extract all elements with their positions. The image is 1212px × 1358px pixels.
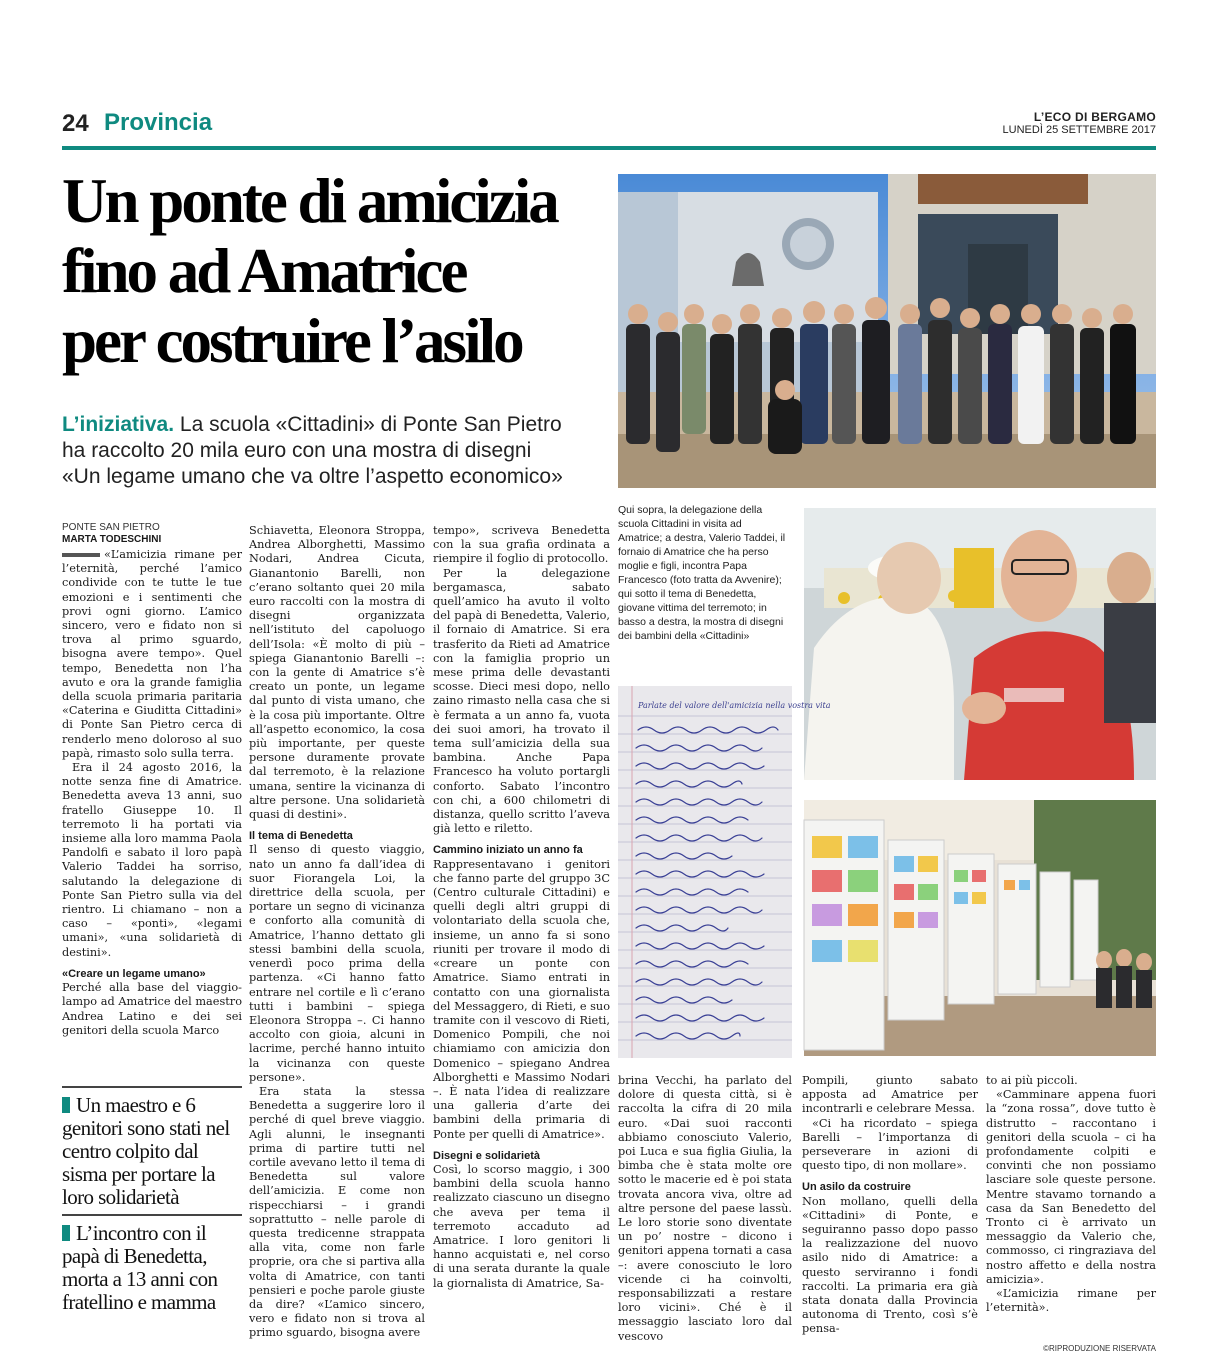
pullquote-rule [62, 1086, 242, 1088]
pullquote-text: L’incontro con il papà di Benedetta, morta a 13 anni con fratellino e mamma [62, 1221, 218, 1314]
paragraph: Così, lo scorso maggio, i 300 bambini della scuola hanno realizzato ciascuno un disegno che aveva per tema il terremoto accaduto ad Amatrice. I loro genitori li hanno acquistati e, nel corso di una serata durante la quale la giornalista di Amatrice, Sa- [433, 1162, 610, 1290]
paragraph: «L’amicizia rimane per l’eternità». [986, 1287, 1156, 1315]
newspaper-name: L’ECO DI BERGAMO [1033, 110, 1156, 124]
summary-line: La scuola «Cittadini» di Ponte San Pietro [179, 413, 562, 436]
pullquote [62, 1222, 242, 1314]
pullquote-rule [62, 1214, 242, 1216]
summary [62, 412, 610, 490]
byline-place: PONTE SAN PIETRO [62, 522, 160, 533]
paragraph: tempo», scriveva Benedetta con la sua grafia ordinata a riempire il foglio di protocollo. [433, 524, 610, 566]
headline-line: per costruire l’asilo [62, 306, 522, 376]
paragraph: Schiavetta, Eleonora Stroppa, Andrea Alborghetti, Massimo Nodari, Andrea Cicuta, Gianantonio Barelli, non c’erano soltanto quei 20 mila euro raccolti con la mostra di disegni organizzata nell’istituto del capoluogo dell’Isola: «È molto di più – spiega Gianantonio Barelli –: con la gente di Amatrice s’è creato un ponte, un legame dal punto di vista umano, che è la cosa più importante. Oltre all’aspetto economico, la cosa più importante, per queste persone duramente provate dal terremoto, è la relazione umana, sentire la vicinanza di altre persone. Una solidarietà quasi di destini». [249, 524, 425, 822]
paragraph: «L’amicizia rimane per l’eternità, perché l’amico condivide con te tutte le tue emozioni e i sentimenti che provi ogni giorno. L’amico sincero, vero e fidato non si trova al primo sguardo, bisogna avere tempo». Quel tempo, Benedetta non l’ha avuto e ora la grande famiglia della scuola primaria paritaria «Caterina e Giuditta Cittadini» di Ponte San Pietro cerca di renderlo meno doloroso al suo papà, rimasto solo sulla terra. [62, 548, 242, 760]
headline-line: fino ad Amatrice [62, 236, 466, 306]
paragraph: Era stata la stessa Benedetta a suggerire loro il perché di quel breve viaggio. Agli alunni, le insegnanti prima di partire tutti nel cortile avevano letto il tema di Benedetta sul valore dell’amicizia. E come non rispecchiarsi – i grandi soprattutto – nelle parole di questa tredicenne strappata alla vita, come non farle proprie, ora che si partiva alla volta di Amatrice, con tanti pensieri e poche parole giuste da dire? «L’amico sincero, vero e fidato non si trova al primo sguardo, bisogna avere [249, 1084, 425, 1340]
photo-delegation-image [618, 174, 1156, 488]
page-number: 24 [62, 110, 89, 137]
copyright-notice: ©RIPRODUZIONE RISERVATA [1043, 1344, 1156, 1353]
lead-marker [62, 553, 100, 557]
subheading: Un asilo da costruire [802, 1181, 911, 1194]
paragraph: to ai più piccoli. [986, 1074, 1078, 1087]
headline [62, 166, 610, 376]
paragraph: «Ci ha ricordato – spiega Barelli – l’importanza di perseverare in azioni di questo tipo, di non mollare». [802, 1116, 978, 1173]
photo-delegation [618, 174, 1156, 488]
subheading: «Creare un legame umano» [62, 967, 206, 980]
essay-title: Parlate del valore dell'amicizia nella vostra vita [638, 701, 831, 710]
paragraph: Il senso di questo viaggio, nato un anno fa dall’idea di suor Fiorangela Loi, la direttrice della scuola, per portare un segno di vicinanza e conforto alla comunità di Amatrice, l’hanno dettato gli stessi bambini della scuola, venerdì poco prima della partenza. «Ci hanno fatto entrare nel cortile e lì c’erano tutti i bambini – spiega Eleonora Stroppa –. Ci hanno accolto con gioia, alcuni in lacrime, perché hanno intuito la vicinanza con queste persone». [249, 843, 425, 1084]
subheading: Il tema di Benedetta [249, 830, 353, 843]
pullquote [62, 1094, 242, 1209]
byline-author: MARTA TODESCHINI [62, 534, 162, 545]
photo-drawings-exhibition [804, 800, 1156, 1056]
byline [62, 522, 161, 546]
subheading: Cammino iniziato un anno fa [433, 844, 583, 857]
header-rule [62, 146, 1156, 150]
essay-image [618, 686, 831, 1058]
pullquote-text: Un maestro e 6 genitori sono stati nel centro colpito dal sisma per portare la loro solidarietà [62, 1093, 230, 1209]
summary-line: «Un legame umano che va oltre l’aspetto economico» [62, 465, 563, 488]
paragraph: Per la delegazione bergamasca, sabato quell’amico ha avuto il volto del papà di Benedetta, Valerio, il fornaio di Amatrice. Si era trasferito da Rieti ad Amatrice con la famiglia proprio un mese prima delle devastanti scosse. Dieci mesi dopo, nello zaino rimasto nella casa che si è fermata a un anno fa, vuota dei suoi amori, ha trovato il tema sull’amicizia della sua bambina. Anche Papa Francesco ha voluto portargli conforto. Sabato l’incontro con chi, a 600 chilometri di distanza, quello scritto l’aveva già letto e riletto. [433, 566, 610, 836]
paragraph: Perché alla base del viaggio-lampo ad Amatrice del maestro Andrea Latino e dei sei genitori della scuola Marco [62, 981, 242, 1037]
pullquote-marker [62, 1097, 70, 1113]
article-column-1 [62, 548, 242, 1038]
paragraph: «Camminare appena fuori la “zona rossa”, dove tutto è distrutto – raccontano i genitori della scuola – ci ha profondamente colpiti e convinti che non possiamo lasciare sole queste persone. Mentre stavamo tornando a casa da San Benedetto del Tronto ci è arrivato un messaggio da Valerio che, commosso, ci ringraziava del nostro affetto e della nostra amicizia». [986, 1088, 1156, 1286]
photo-pope-meeting [804, 508, 1156, 780]
issue-date: LUNEDÌ 25 SETTEMBRE 2017 [1002, 124, 1156, 136]
pullquote-marker [62, 1225, 70, 1241]
photo-caption: Qui sopra, la delegazione della scuola Cittadini in visita ad Amatrice; a destra, Valerio Taddei, il fornaio di Amatrice che ha perso moglie e figli, incontra Papa Francesco (foto tratta da Avvenire); qui sotto il tema di Benedetta, giovane vittima del terremoto; in basso a destra, la mostra di disegni dei bambini della «Cittadini» [618, 504, 786, 642]
paragraph: Non mollano, quelli della «Cittadini» di Ponte, e seguiranno passo dopo passo la realizzazione del nuovo asilo nido di Amatrice: a questo serviranno i fondi raccolti. La primaria era già stata donata dalla Provincia autonoma di Trento, così s’è pensa- [802, 1194, 978, 1336]
paragraph: brina Vecchi, ha parlato del dolore di questa città, si è raccolta la cifra di 20 mila euro. «Dai suoi racconti abbiamo conosciuto Valerio, poi Luca e sua figlia Giulia, la bimba che è stata molte ore sotto le macerie ed è poi stata trovata ancora viva, oltre ad altre persone del paese lassù. Le loro storie sono diventate un po’ nostre – dicono i genitori appena tornati a casa –: avere conosciuto le loro vicende ci ha coinvolti, responsabilizzati a restare loro vicini». Ché è il messaggio lasciato loro dal vescovo [618, 1074, 792, 1343]
section-title: Provincia [104, 109, 213, 136]
headline-line: Un ponte di amicizia [62, 166, 557, 236]
article-column-6 [986, 1074, 1156, 1315]
article-column-4 [618, 1074, 792, 1344]
article-column-3 [433, 524, 610, 1291]
paragraph: Rappresentavano i genitori che fanno parte del gruppo 3C (Centro culturale Cittadini) e quelli degli altri gruppi di volontariato della scuola che, insieme, un anno fa si sono riuniti per trovare il modo di «creare un ponte con Amatrice. Siamo entrati in contatto con una giornalista del Messaggero, di Rieti, e suo tramite con il vescovo di Rieti, Domenico Pompili, che noi chiamiamo con amicizia don Domenico – spiegano Andrea Alborghetti e Massimo Nodari –. È nata l’idea di realizzare una galleria d’arte dei bambini della primaria di Ponte per quelli di Amatrice». [433, 857, 610, 1141]
summary-line: ha raccolto 20 mila euro con una mostra di disegni [62, 439, 532, 462]
photo-pope-image [804, 508, 1156, 780]
subheading: Disegni e solidarietà [433, 1149, 540, 1162]
paragraph: Era il 24 agosto 2016, la notte senza fine di Amatrice. Benedetta aveva 13 anni, suo fratello Giuseppe 10. Il terremoto li ha portati via insieme alla loro mamma Paola Pandolfi e sabato il loro papà Valerio Taddei ha sorriso, salutando la delegazione di Ponte San Pietro sulla via del rientro. Li chiamano – non a caso – «ponti», «legami umani», «una solidarietà di destini». [62, 761, 242, 959]
masthead [1003, 110, 1156, 136]
exhibition-image [804, 800, 1156, 1056]
photo-handwritten-essay [618, 686, 831, 1058]
article-column-5 [802, 1074, 978, 1337]
summary-kicker: L’iniziativa. [62, 413, 175, 436]
paragraph: Pompili, giunto sabato apposta ad Amatrice per incontrarli e celebrare Messa. [802, 1074, 978, 1116]
article-column-2 [249, 524, 425, 1341]
